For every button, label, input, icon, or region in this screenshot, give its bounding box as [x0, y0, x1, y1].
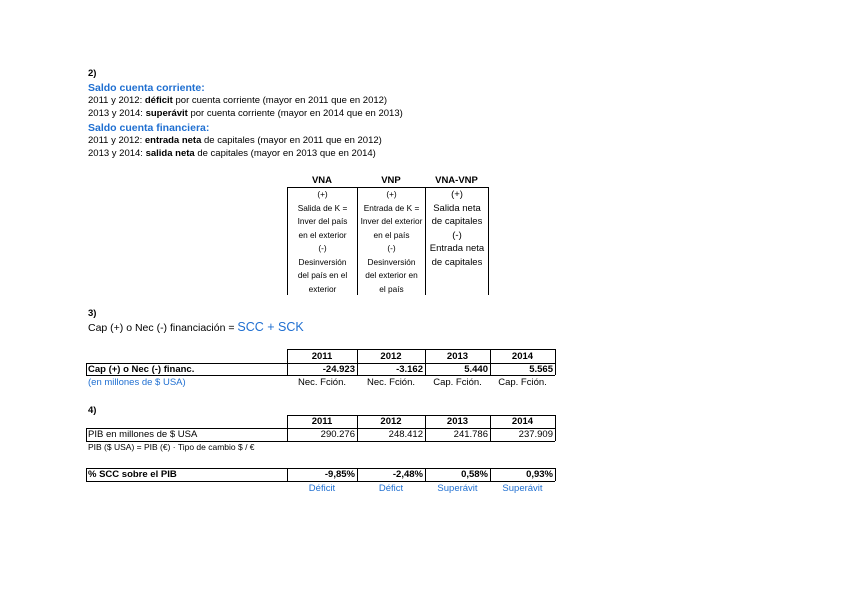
scc-value: 0,93%: [526, 469, 553, 480]
column-divider: [86, 363, 87, 375]
vna-text: (-): [318, 243, 327, 253]
year-header: 2011: [311, 416, 333, 427]
vnp-text: (-): [387, 243, 396, 253]
section-3-number: 3): [88, 308, 97, 319]
financial-account-line-2: 2013 y 2014: salida neta de capitales (mayor en 2013 que en 2014): [88, 148, 376, 159]
column-divider: [555, 349, 556, 375]
vna-text: (+): [317, 189, 328, 199]
financing-value: 5.440: [464, 364, 488, 375]
column-divider: [86, 468, 87, 481]
vnp-text: Entrada de K =: [363, 202, 420, 213]
vnp-column: [358, 188, 425, 296]
vna-vnp-text: (+): [451, 189, 463, 200]
vna-vnp-text: de capitales: [431, 216, 483, 227]
financing-status: Cap. Fción.: [433, 377, 482, 388]
table-divider: [287, 349, 555, 350]
pib-value: 241.786: [453, 429, 488, 440]
vnp-text: del exterior en: [365, 270, 418, 280]
pib-value: 237.909: [518, 429, 553, 440]
financial-account-heading: Saldo cuenta financiera:: [88, 122, 210, 134]
year-header: 2011: [311, 351, 333, 362]
vna-text: Desinversión: [298, 256, 347, 267]
vna-text: en el exterior: [298, 229, 347, 240]
pib-value: 248.412: [388, 429, 423, 440]
vna-vnp-text: Entrada neta: [429, 243, 485, 254]
vnp-text: Inver del exterior: [360, 216, 423, 226]
scc-value: -2,48%: [392, 469, 423, 480]
financing-value: -3.162: [396, 364, 423, 375]
unit-note: (en millones de $ USA): [88, 377, 186, 388]
vna-column: [288, 188, 357, 296]
column-divider: [555, 468, 556, 481]
financing-status: Nec. Fción.: [366, 377, 416, 388]
scc-status: Défict: [378, 483, 404, 494]
table-divider: [86, 481, 555, 482]
vna-text: exterior: [308, 283, 337, 294]
current-account-heading: Saldo cuenta corriente:: [88, 82, 205, 94]
exchange-rate-note: PIB ($ USA) = PIB (€) · Tipo de cambio $ / €: [88, 442, 255, 452]
vna-text: del país en el: [297, 270, 348, 280]
scc-status: Superávit: [437, 483, 478, 494]
column-divider: [488, 187, 489, 295]
current-account-line-1: 2011 y 2012: déficit por cuenta corriente (mayor en 2011 que en 2012): [88, 95, 388, 106]
year-header: 2012: [380, 416, 402, 427]
financial-account-line-1: 2011 y 2012: entrada neta de capitales (mayor en 2011 que en 2012): [88, 135, 382, 146]
vnp-text: en el país: [373, 229, 410, 240]
vna-vnp-column: [426, 188, 488, 269]
section-4-number: 4): [88, 405, 97, 416]
current-account-line-2: 2013 y 2014: superávit por cuenta corriente (mayor en 2014 que en 2013): [88, 108, 403, 119]
column-divider: [555, 415, 556, 441]
vna-vnp-text: (-): [452, 229, 462, 241]
column-divider: [86, 428, 87, 441]
financing-formula: Cap (+) o Nec (-) financiación = SCC + SCK: [88, 320, 304, 334]
financing-status: Nec. Fción.: [297, 377, 347, 388]
pib-row-label: PIB en millones de $ USA: [88, 429, 198, 440]
financing-value: 5.565: [529, 364, 553, 375]
vna-text: Salida de K =: [297, 202, 348, 213]
scc-status: Superávit: [502, 483, 543, 494]
vnp-text: el país: [379, 283, 404, 294]
pib-value: 290.276: [320, 429, 355, 440]
year-header: 2012: [380, 351, 402, 362]
year-header: 2014: [511, 351, 534, 362]
financing-status: Cap. Fción.: [498, 377, 547, 388]
vna-header: VNA: [311, 175, 333, 186]
vnp-text: (+): [386, 189, 397, 199]
vna-vnp-text: de capitales: [431, 256, 483, 268]
vna-text: Inver del país: [297, 216, 348, 226]
year-header: 2013: [446, 351, 469, 362]
financing-row-label: Cap (+) o Nec (-) financ.: [88, 364, 195, 375]
year-header: 2013: [446, 416, 469, 427]
scc-value: 0,58%: [461, 469, 488, 480]
scc-status: Déficit: [308, 483, 336, 494]
financing-value: -24.923: [322, 364, 355, 375]
year-header: 2014: [511, 416, 534, 427]
section-2-number: 2): [88, 68, 97, 79]
scc-row-label: % SCC sobre el PIB: [88, 469, 177, 480]
vna-vnp-header: VNA-VNP: [435, 175, 478, 186]
vnp-text: Desinversión: [367, 256, 416, 267]
vnp-header: VNP: [381, 175, 401, 186]
scc-value: -9,85%: [324, 469, 355, 480]
vna-vnp-text: Salida neta: [433, 202, 481, 214]
